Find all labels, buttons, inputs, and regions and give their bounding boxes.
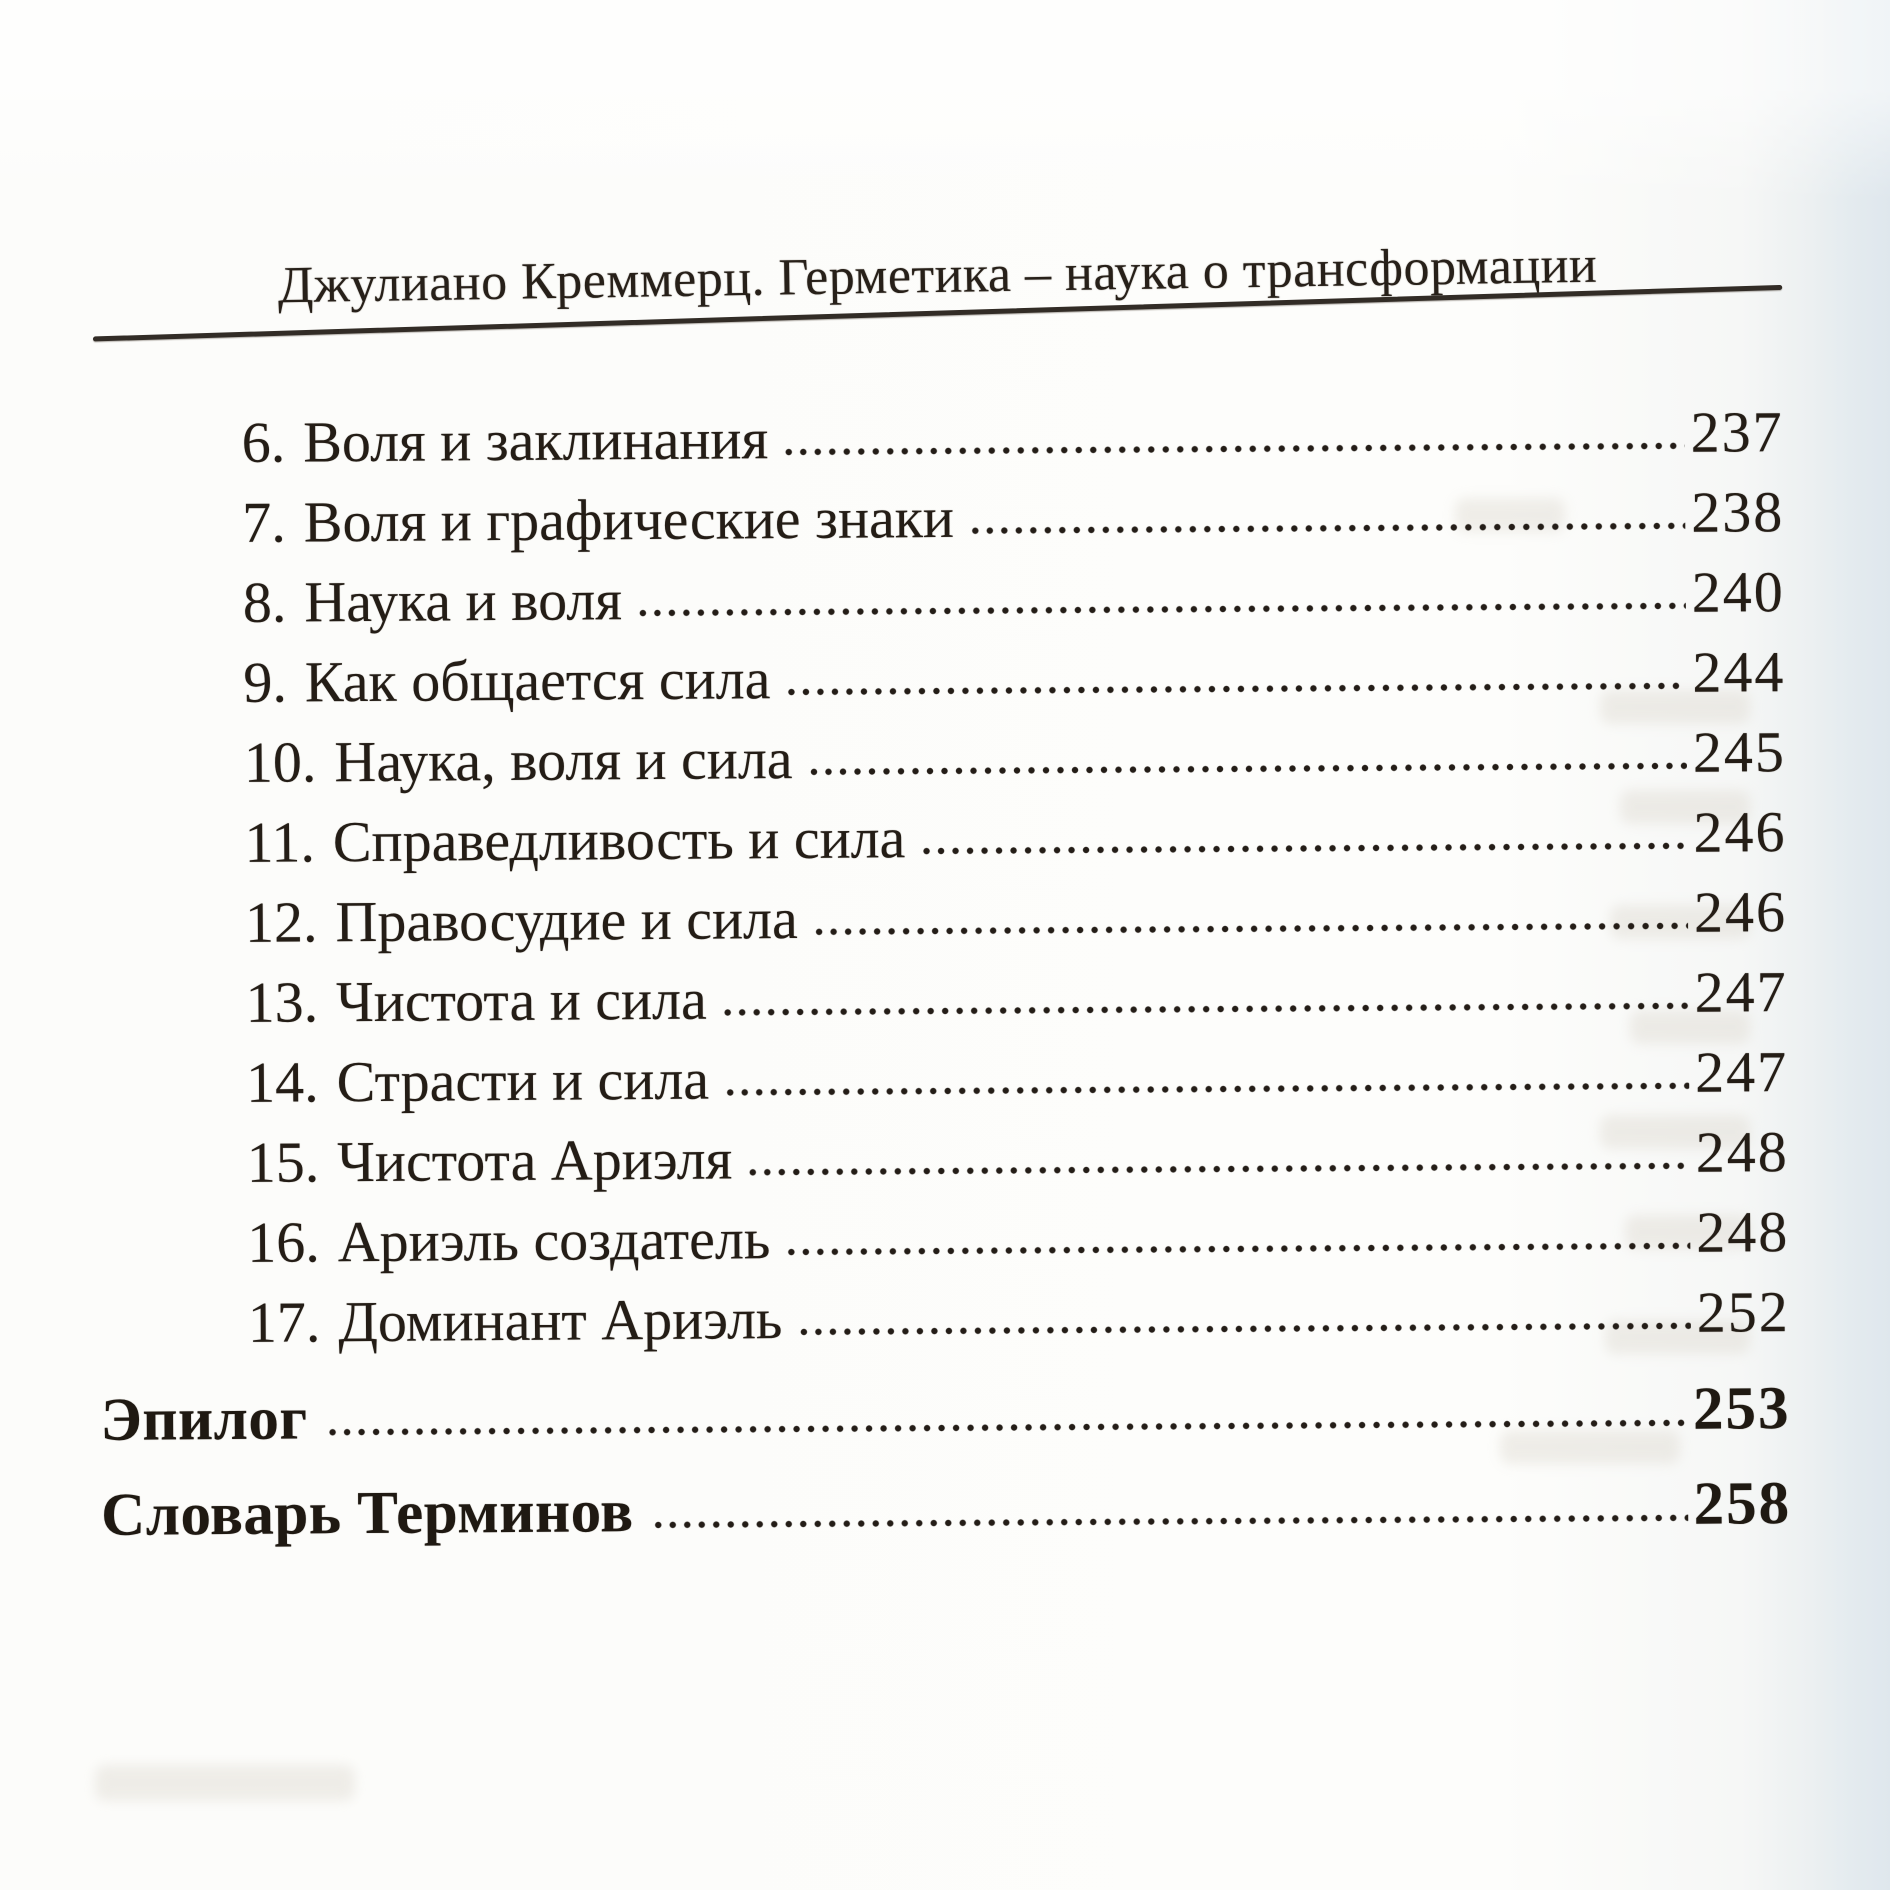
toc-entry-page: 248 [1696,1199,1790,1265]
toc-entry [99,1198,1790,1290]
dot-leader [798,1320,1691,1338]
toc-list [93,398,1790,1370]
toc-entry-number: 12. [244,889,318,955]
toc-bottom-sections [100,1374,1791,1576]
dot-leader [970,520,1685,537]
dot-leader [784,440,1685,458]
toc-entry-page: 246 [1693,879,1788,945]
toc-entry-title: Наука и воля [304,567,623,635]
toc-entry [96,798,1787,890]
toc-entry [95,558,1786,650]
running-header: Джулиано Креммерц. Герметика – наука о трансформации [277,236,1598,315]
dot-leader [921,840,1687,857]
toc-entry-page: 237 [1690,399,1784,465]
toc-entry-title: Чистота Ариэля [336,1126,733,1195]
dot-leader [809,760,1687,778]
toc-entry-title: Правосудие и сила [335,886,798,955]
toc-entry-number: 16. [247,1209,320,1275]
toc-entry-page: 247 [1694,1039,1789,1105]
toc-entry-page: 258 [1693,1470,1792,1538]
toc-entry-page: 253 [1692,1375,1791,1443]
toc-entry-number: 7. [242,489,286,555]
toc-entry-page: 240 [1691,559,1785,625]
toc-entry-title: Воля и заклинания [302,406,769,475]
toc-entry [96,718,1787,810]
toc-entry-title: Словарь Терминов [100,1478,634,1549]
toc-entry-number: 14. [245,1049,319,1115]
toc-entry [98,1118,1789,1210]
dot-leader [748,1160,1690,1179]
dot-leader [654,1512,1688,1531]
toc-entry-title: Доминант Ариэль [338,1286,783,1355]
toc-entry-number: 9. [243,649,288,715]
toc-entry-page: 245 [1692,719,1787,785]
toc-section-entry [100,1374,1791,1481]
toc-entry-title: Как общается сила [304,646,771,715]
toc-entry-number: 15. [246,1129,320,1195]
dot-leader [786,1240,1690,1258]
toc-entry-page: 246 [1693,799,1787,865]
toc-entry-number: 11. [244,809,316,875]
toc-entry-title: Эпилог [100,1385,308,1454]
dot-leader [328,1417,1687,1438]
dot-leader [814,920,1688,938]
toc-entry [97,878,1788,970]
dot-leader [725,1080,1689,1099]
toc-entry-page: 248 [1695,1119,1789,1185]
toc-entry-title: Воля и графические знаки [303,484,955,555]
toc-entry-page: 247 [1694,959,1788,1025]
toc-entry [97,958,1788,1050]
toc-entry-number: 17. [247,1289,321,1355]
toc-entry-page: 238 [1690,479,1785,545]
dot-leader [786,680,1686,698]
toc-entry [94,478,1785,570]
bleed-through-ghosting [95,1765,355,1801]
dot-leader [638,600,1686,619]
toc-entry-title: Ариэль создатель [337,1206,771,1275]
toc-entry [100,1278,1791,1370]
toc-entry-number: 13. [245,969,319,1035]
dot-leader [723,1000,1689,1019]
toc-entry [95,638,1786,730]
toc-entry-page: 252 [1696,1279,1791,1345]
toc-entry-title: Страсти и сила [336,1046,710,1115]
toc-entry-title: Чистота и сила [335,966,707,1035]
page-content [91,0,1792,1576]
toc-entry-number: 10. [243,729,317,795]
toc-entry-title: Наука, воля и сила [334,726,793,795]
toc-entry-page: 244 [1692,639,1786,705]
toc-entry [98,1038,1789,1130]
toc-entry-title: Справедливость и сила [332,805,906,875]
toc-section-entry [101,1469,1792,1576]
toc-entry [93,398,1784,490]
toc-entry-number: 8. [242,569,287,635]
toc-entry-number: 6. [241,409,286,475]
